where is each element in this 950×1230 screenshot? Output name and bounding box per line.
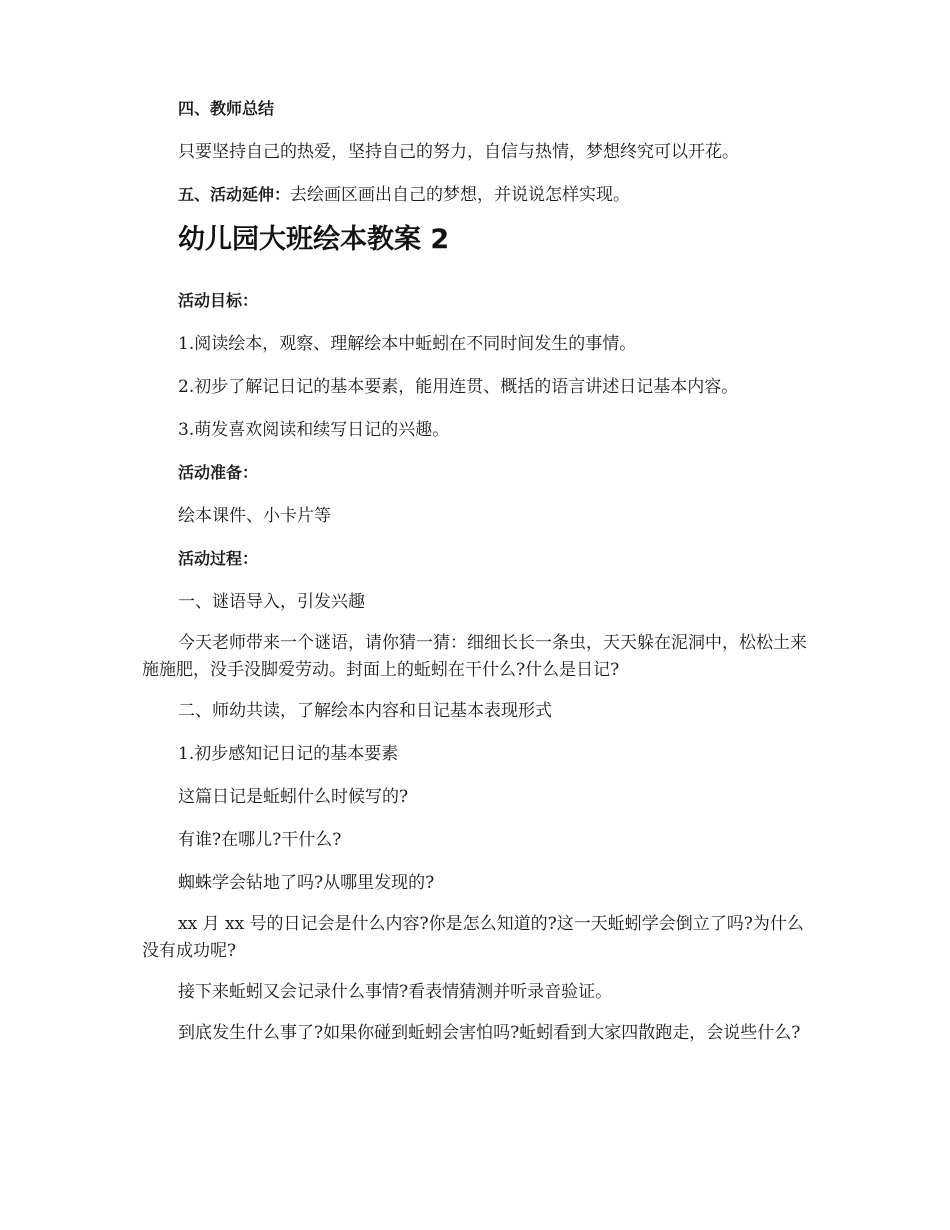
question-paragraph: 到底发生什么事了?如果你碰到蚯蚓会害怕吗?蚯蚓看到大家四散跑走，会说些什么? — [178, 1023, 801, 1043]
step2-title: 二、师幼共读，了解绘本内容和日记基本表现形式 — [178, 701, 552, 721]
goals-heading: 活动目标： — [178, 291, 259, 310]
step1-text: 今天老师带来一个谜语，请你猜一猜：细细长长一条虫，天天躲在泥洞中，松松土来施施肥，没手没脚爱劳动。封面上的蚯蚓在干什么?什么是日记? — [142, 633, 807, 680]
section-five-text: 去绘画区画出自己的梦想，并说说怎样实现。 — [290, 185, 631, 205]
prep-text: 绘本课件、小卡片等 — [178, 506, 331, 526]
goal-item: 2.初步了解记日记的基本要素，能用连贯、概括的语言讲述日记基本内容。 — [178, 377, 739, 397]
goal-item: 3.萌发喜欢阅读和续写日记的兴趣。 — [178, 420, 450, 440]
question-paragraph: 有谁?在哪儿?干什么? — [178, 830, 342, 850]
section-five-paragraph — [142, 182, 814, 208]
section-five-label: 五、活动延伸： — [178, 185, 291, 204]
prep-heading: 活动准备： — [178, 463, 259, 482]
step1-title: 一、谜语导入，引发兴趣 — [178, 592, 365, 612]
question-paragraph: 蜘蛛学会钻地了吗?从哪里发现的? — [178, 873, 435, 893]
goal-item: 1.阅读绘本，观察、理解绘本中蚯蚓在不同时间发生的事情。 — [178, 334, 637, 354]
question-paragraph: 这篇日记是蚯蚓什么时候写的? — [178, 787, 409, 807]
step2-sub: 1.初步感知记日记的基本要素 — [178, 744, 399, 764]
section-four-heading: 四、教师总结 — [178, 99, 275, 118]
section-four-text: 只要坚持自己的热爱，坚持自己的努力，自信与热情，梦想终究可以开花。 — [178, 142, 739, 162]
question-paragraph: 接下来蚯蚓又会记录什么事情?看表情猜测并听录音验证。 — [178, 982, 613, 1002]
question-paragraph: xx 月 xx 号的日记会是什么内容?你是怎么知道的?这一天蚯蚓学会倒立了吗?为什么没有成功呢? — [142, 914, 804, 961]
process-heading: 活动过程： — [178, 549, 259, 568]
lesson-title: 幼儿园大班绘本教案 2 — [178, 224, 450, 255]
